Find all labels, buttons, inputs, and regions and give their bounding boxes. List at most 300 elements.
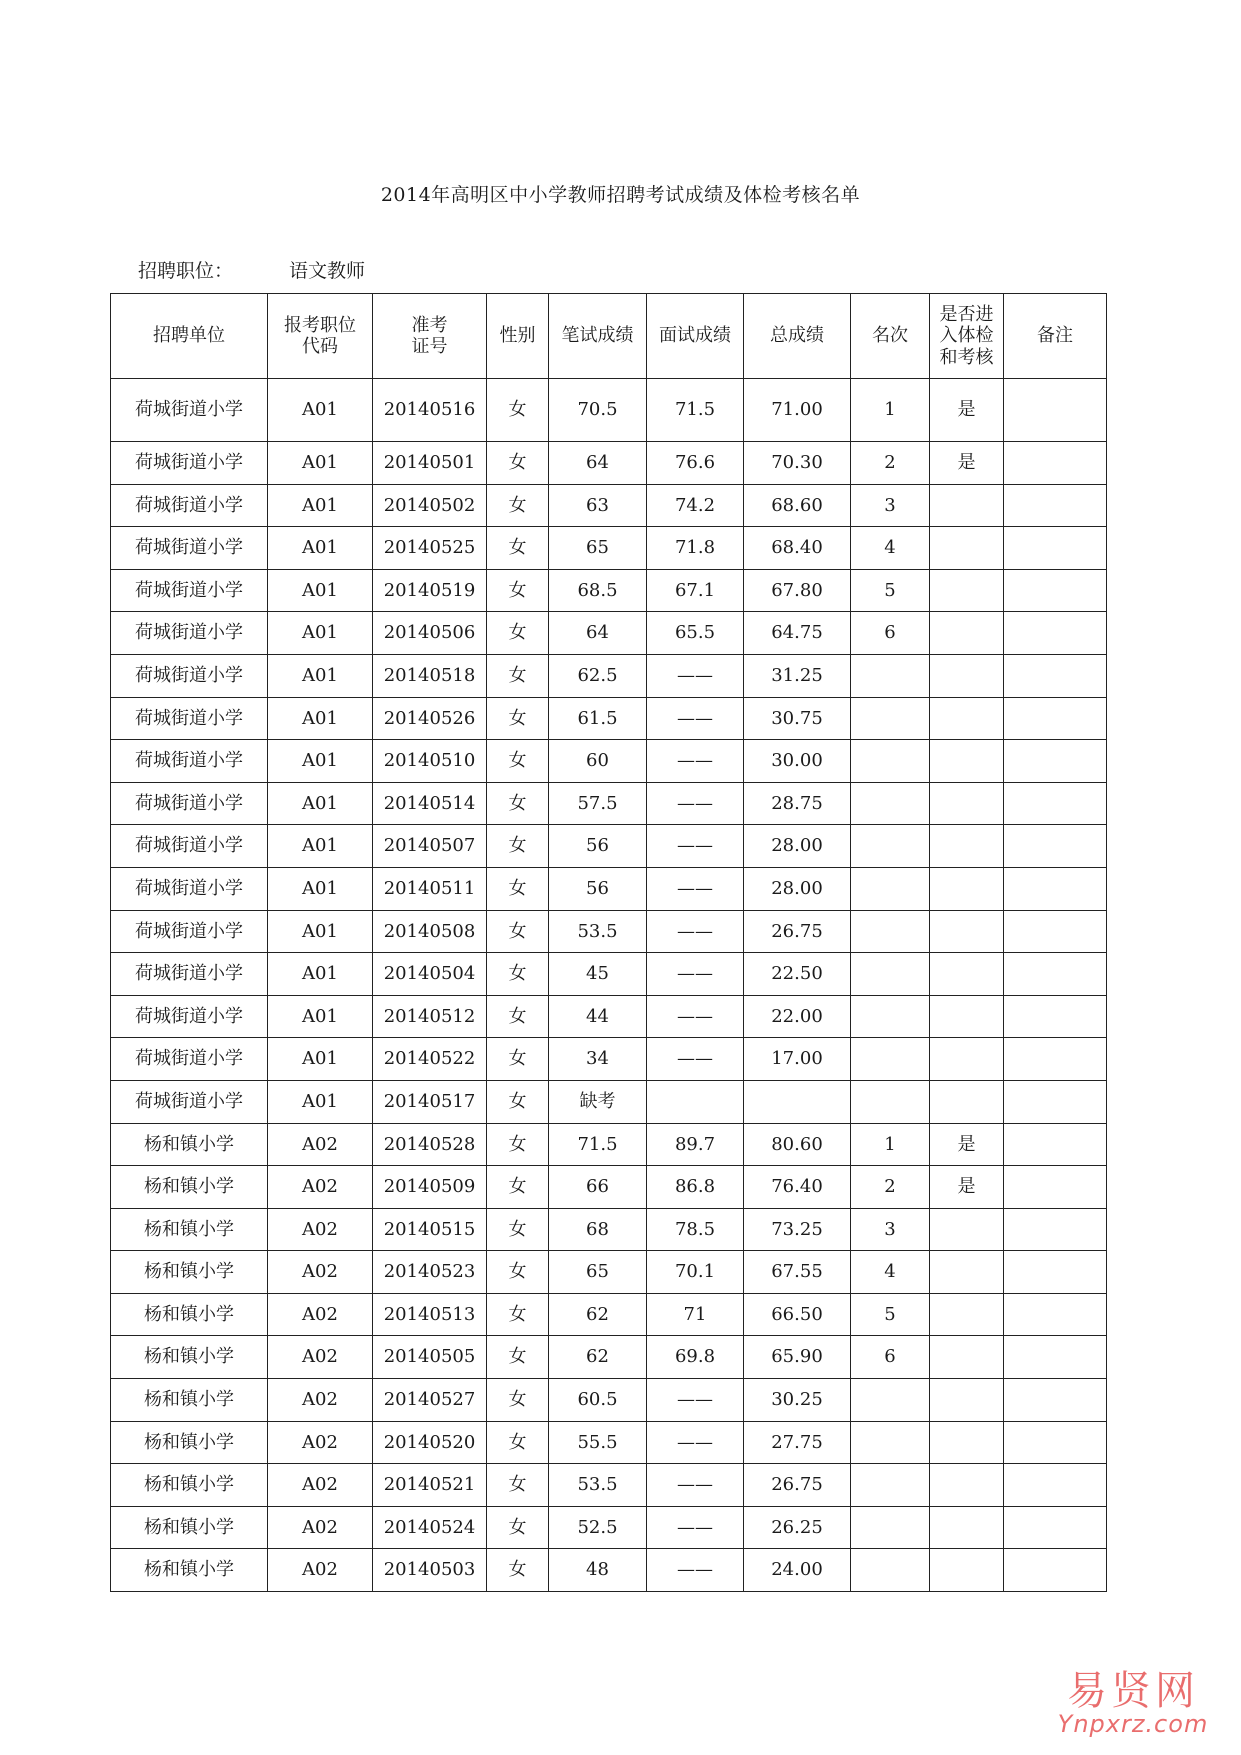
cell-position-code: A01	[268, 953, 373, 996]
cell-admission-number: 20140515	[373, 1208, 487, 1251]
header-interview-score: 面试成绩	[647, 294, 744, 379]
cell-interview-score: ——	[647, 654, 744, 697]
cell-gender: 女	[487, 1208, 549, 1251]
cell-written-score: 62.5	[549, 654, 647, 697]
cell-total-score: 26.75	[744, 1464, 851, 1507]
table-row	[111, 740, 1107, 783]
cell-interview-score: 67.1	[647, 569, 744, 612]
cell-gender: 女	[487, 1251, 549, 1294]
document-title: 2014年高明区中小学教师招聘考试成绩及体检考核名单	[380, 184, 861, 206]
cell-total-score: 28.00	[744, 825, 851, 868]
table-row	[111, 953, 1107, 996]
table-row	[111, 654, 1107, 697]
cell-enter-exam	[930, 527, 1004, 570]
cell-interview-score: ——	[647, 1464, 744, 1507]
cell-total-score: 31.25	[744, 654, 851, 697]
table-row	[111, 1421, 1107, 1464]
cell-written-score: 65	[549, 1251, 647, 1294]
cell-written-score: 56	[549, 867, 647, 910]
cell-total-score	[744, 1080, 851, 1123]
cell-interview-score: 71.8	[647, 527, 744, 570]
cell-enter-exam	[930, 867, 1004, 910]
table-row	[111, 1293, 1107, 1336]
cell-recruit-unit: 荷城街道小学	[111, 782, 268, 825]
cell-written-score: 48	[549, 1549, 647, 1592]
cell-admission-number: 20140528	[373, 1123, 487, 1166]
cell-total-score: 67.80	[744, 569, 851, 612]
table-row	[111, 995, 1107, 1038]
table-row	[111, 1208, 1107, 1251]
cell-remarks	[1004, 527, 1107, 570]
cell-recruit-unit: 荷城街道小学	[111, 612, 268, 655]
cell-admission-number: 20140501	[373, 442, 487, 485]
cell-remarks	[1004, 995, 1107, 1038]
cell-rank	[851, 740, 930, 783]
cell-gender: 女	[487, 484, 549, 527]
cell-rank	[851, 1506, 930, 1549]
cell-interview-score: 78.5	[647, 1208, 744, 1251]
cell-written-score: 68	[549, 1208, 647, 1251]
cell-recruit-unit: 杨和镇小学	[111, 1336, 268, 1379]
cell-recruit-unit: 荷城街道小学	[111, 379, 268, 442]
cell-position-code: A01	[268, 910, 373, 953]
cell-enter-exam	[930, 1038, 1004, 1081]
cell-admission-number: 20140514	[373, 782, 487, 825]
cell-rank	[851, 1549, 930, 1592]
table-row	[111, 442, 1107, 485]
table-row	[111, 484, 1107, 527]
cell-rank	[851, 1080, 930, 1123]
cell-enter-exam	[930, 569, 1004, 612]
cell-gender: 女	[487, 740, 549, 783]
cell-total-score: 71.00	[744, 379, 851, 442]
header-enter-exam-line3: 和考核	[939, 346, 994, 368]
cell-rank: 6	[851, 612, 930, 655]
cell-admission-number: 20140504	[373, 953, 487, 996]
cell-position-code: A02	[268, 1293, 373, 1336]
cell-admission-number: 20140502	[373, 484, 487, 527]
cell-written-score: 64	[549, 612, 647, 655]
cell-gender: 女	[487, 654, 549, 697]
cell-rank	[851, 910, 930, 953]
cell-remarks	[1004, 1506, 1107, 1549]
cell-interview-score: 76.6	[647, 442, 744, 485]
table-row	[111, 867, 1107, 910]
cell-position-code: A01	[268, 484, 373, 527]
cell-position-code: A01	[268, 654, 373, 697]
cell-rank	[851, 867, 930, 910]
watermark-cn: 易贤网	[1067, 1667, 1199, 1714]
cell-remarks	[1004, 1080, 1107, 1123]
cell-recruit-unit: 杨和镇小学	[111, 1293, 268, 1336]
cell-enter-exam	[930, 825, 1004, 868]
cell-gender: 女	[487, 1123, 549, 1166]
cell-total-score: 30.25	[744, 1379, 851, 1422]
cell-recruit-unit: 荷城街道小学	[111, 569, 268, 612]
table-row	[111, 1080, 1107, 1123]
cell-total-score: 22.00	[744, 995, 851, 1038]
cell-written-score: 57.5	[549, 782, 647, 825]
cell-recruit-unit: 杨和镇小学	[111, 1379, 268, 1422]
cell-rank: 5	[851, 569, 930, 612]
cell-enter-exam	[930, 1421, 1004, 1464]
table-header-row	[111, 294, 1107, 379]
header-remarks: 备注	[1004, 294, 1107, 379]
cell-recruit-unit: 杨和镇小学	[111, 1166, 268, 1209]
cell-recruit-unit: 荷城街道小学	[111, 484, 268, 527]
cell-admission-number: 20140512	[373, 995, 487, 1038]
cell-position-code: A02	[268, 1379, 373, 1422]
cell-rank: 2	[851, 442, 930, 485]
header-gender: 性别	[487, 294, 549, 379]
cell-written-score: 61.5	[549, 697, 647, 740]
site-watermark-logo	[1053, 1667, 1213, 1738]
cell-position-code: A01	[268, 569, 373, 612]
cell-recruit-unit: 荷城街道小学	[111, 1038, 268, 1081]
header-enter-exam-line1: 是否进	[939, 304, 994, 326]
cell-admission-number: 20140524	[373, 1506, 487, 1549]
cell-enter-exam	[930, 654, 1004, 697]
cell-remarks	[1004, 1421, 1107, 1464]
cell-enter-exam	[930, 995, 1004, 1038]
cell-gender: 女	[487, 1549, 549, 1592]
cell-enter-exam	[930, 1251, 1004, 1294]
cell-admission-number: 20140507	[373, 825, 487, 868]
cell-enter-exam	[930, 1506, 1004, 1549]
score-table-body	[111, 379, 1107, 1592]
cell-written-score: 53.5	[549, 1464, 647, 1507]
header-admission-number-line2: 证号	[411, 336, 448, 357]
cell-position-code: A02	[268, 1464, 373, 1507]
cell-rank: 4	[851, 1251, 930, 1294]
cell-written-score: 56	[549, 825, 647, 868]
cell-gender: 女	[487, 1038, 549, 1081]
cell-remarks	[1004, 1208, 1107, 1251]
header-recruit-unit: 招聘单位	[111, 294, 268, 379]
table-row	[111, 1123, 1107, 1166]
cell-interview-score: ——	[647, 1506, 744, 1549]
cell-enter-exam	[930, 697, 1004, 740]
table-row	[111, 1038, 1107, 1081]
cell-recruit-unit: 荷城街道小学	[111, 654, 268, 697]
cell-remarks	[1004, 1336, 1107, 1379]
cell-admission-number: 20140527	[373, 1379, 487, 1422]
cell-remarks	[1004, 1166, 1107, 1209]
cell-rank	[851, 697, 930, 740]
cell-gender: 女	[487, 442, 549, 485]
cell-total-score: 67.55	[744, 1251, 851, 1294]
cell-admission-number: 20140509	[373, 1166, 487, 1209]
cell-written-score: 34	[549, 1038, 647, 1081]
cell-remarks	[1004, 1251, 1107, 1294]
cell-enter-exam	[930, 782, 1004, 825]
cell-interview-score: ——	[647, 867, 744, 910]
cell-rank	[851, 654, 930, 697]
cell-enter-exam	[930, 1208, 1004, 1251]
cell-total-score: 68.40	[744, 527, 851, 570]
cell-written-score: 52.5	[549, 1506, 647, 1549]
cell-written-score: 71.5	[549, 1123, 647, 1166]
cell-position-code: A01	[268, 740, 373, 783]
cell-admission-number: 20140506	[373, 612, 487, 655]
cell-rank	[851, 1464, 930, 1507]
cell-enter-exam	[930, 1080, 1004, 1123]
header-written-score: 笔试成绩	[549, 294, 647, 379]
cell-admission-number: 20140518	[373, 654, 487, 697]
cell-written-score: 63	[549, 484, 647, 527]
cell-remarks	[1004, 1038, 1107, 1081]
cell-recruit-unit: 荷城街道小学	[111, 527, 268, 570]
table-row	[111, 379, 1107, 442]
cell-enter-exam	[930, 1293, 1004, 1336]
cell-admission-number: 20140526	[373, 697, 487, 740]
cell-position-code: A01	[268, 697, 373, 740]
cell-recruit-unit: 杨和镇小学	[111, 1506, 268, 1549]
cell-admission-number: 20140523	[373, 1251, 487, 1294]
cell-rank	[851, 1038, 930, 1081]
cell-enter-exam	[930, 1549, 1004, 1592]
cell-enter-exam	[930, 1336, 1004, 1379]
cell-written-score: 66	[549, 1166, 647, 1209]
cell-interview-score: ——	[647, 1549, 744, 1592]
cell-interview-score: ——	[647, 995, 744, 1038]
cell-interview-score: 71.5	[647, 379, 744, 442]
table-row	[111, 910, 1107, 953]
cell-rank: 1	[851, 379, 930, 442]
cell-admission-number: 20140513	[373, 1293, 487, 1336]
cell-interview-score: 74.2	[647, 484, 744, 527]
cell-remarks	[1004, 379, 1107, 442]
cell-total-score: 27.75	[744, 1421, 851, 1464]
header-enter-exam-line2: 入体检	[939, 325, 994, 347]
cell-enter-exam	[930, 953, 1004, 996]
cell-enter-exam	[930, 484, 1004, 527]
cell-recruit-unit: 荷城街道小学	[111, 697, 268, 740]
cell-written-score: 44	[549, 995, 647, 1038]
cell-position-code: A02	[268, 1123, 373, 1166]
cell-position-code: A02	[268, 1251, 373, 1294]
cell-position-code: A01	[268, 612, 373, 655]
cell-position-code: A01	[268, 995, 373, 1038]
cell-admission-number: 20140510	[373, 740, 487, 783]
cell-enter-exam: 是	[930, 1123, 1004, 1166]
cell-recruit-unit: 杨和镇小学	[111, 1549, 268, 1592]
cell-remarks	[1004, 612, 1107, 655]
cell-gender: 女	[487, 953, 549, 996]
cell-rank: 5	[851, 1293, 930, 1336]
header-rank: 名次	[851, 294, 930, 379]
cell-interview-score: ——	[647, 1379, 744, 1422]
cell-remarks	[1004, 1123, 1107, 1166]
cell-total-score: 65.90	[744, 1336, 851, 1379]
cell-gender: 女	[487, 1464, 549, 1507]
cell-position-code: A02	[268, 1208, 373, 1251]
cell-enter-exam: 是	[930, 379, 1004, 442]
cell-interview-score: 71	[647, 1293, 744, 1336]
cell-total-score: 76.40	[744, 1166, 851, 1209]
cell-gender: 女	[487, 782, 549, 825]
cell-total-score: 26.25	[744, 1506, 851, 1549]
cell-rank	[851, 825, 930, 868]
header-admission-number	[373, 294, 487, 379]
cell-position-code: A02	[268, 1421, 373, 1464]
cell-remarks	[1004, 953, 1107, 996]
cell-total-score: 80.60	[744, 1123, 851, 1166]
cell-interview-score: 89.7	[647, 1123, 744, 1166]
cell-position-code: A01	[268, 527, 373, 570]
cell-admission-number: 20140521	[373, 1464, 487, 1507]
header-total-score: 总成绩	[744, 294, 851, 379]
table-row	[111, 697, 1107, 740]
cell-total-score: 26.75	[744, 910, 851, 953]
table-row	[111, 527, 1107, 570]
cell-interview-score: ——	[647, 825, 744, 868]
cell-written-score: 60	[549, 740, 647, 783]
cell-enter-exam: 是	[930, 1166, 1004, 1209]
cell-position-code: A02	[268, 1166, 373, 1209]
cell-enter-exam	[930, 1379, 1004, 1422]
cell-total-score: 22.50	[744, 953, 851, 996]
cell-admission-number: 20140520	[373, 1421, 487, 1464]
cell-interview-score: ——	[647, 1421, 744, 1464]
cell-rank	[851, 1379, 930, 1422]
cell-gender: 女	[487, 612, 549, 655]
cell-interview-score: ——	[647, 953, 744, 996]
cell-remarks	[1004, 1464, 1107, 1507]
cell-written-score: 缺考	[549, 1080, 647, 1123]
cell-rank: 1	[851, 1123, 930, 1166]
cell-admission-number: 20140503	[373, 1549, 487, 1592]
cell-remarks	[1004, 867, 1107, 910]
cell-remarks	[1004, 910, 1107, 953]
cell-interview-score: 70.1	[647, 1251, 744, 1294]
cell-position-code: A01	[268, 782, 373, 825]
cell-rank	[851, 995, 930, 1038]
cell-total-score: 64.75	[744, 612, 851, 655]
cell-total-score: 73.25	[744, 1208, 851, 1251]
cell-rank	[851, 953, 930, 996]
cell-enter-exam	[930, 740, 1004, 783]
cell-gender: 女	[487, 1166, 549, 1209]
cell-remarks	[1004, 782, 1107, 825]
cell-rank: 2	[851, 1166, 930, 1209]
cell-enter-exam	[930, 1464, 1004, 1507]
cell-recruit-unit: 杨和镇小学	[111, 1208, 268, 1251]
cell-position-code: A01	[268, 379, 373, 442]
cell-remarks	[1004, 1293, 1107, 1336]
cell-enter-exam: 是	[930, 442, 1004, 485]
cell-total-score: 24.00	[744, 1549, 851, 1592]
cell-admission-number: 20140517	[373, 1080, 487, 1123]
cell-interview-score: 69.8	[647, 1336, 744, 1379]
cell-admission-number: 20140511	[373, 867, 487, 910]
header-position-code	[268, 294, 373, 379]
table-row	[111, 569, 1107, 612]
cell-written-score: 64	[549, 442, 647, 485]
cell-total-score: 66.50	[744, 1293, 851, 1336]
cell-position-code: A02	[268, 1336, 373, 1379]
cell-interview-score	[647, 1080, 744, 1123]
cell-remarks	[1004, 442, 1107, 485]
cell-rank	[851, 782, 930, 825]
table-row	[111, 1166, 1107, 1209]
cell-gender: 女	[487, 910, 549, 953]
cell-position-code: A02	[268, 1506, 373, 1549]
cell-admission-number: 20140516	[373, 379, 487, 442]
cell-written-score: 45	[549, 953, 647, 996]
cell-gender: 女	[487, 1336, 549, 1379]
cell-admission-number: 20140508	[373, 910, 487, 953]
cell-interview-score: 86.8	[647, 1166, 744, 1209]
cell-total-score: 30.75	[744, 697, 851, 740]
cell-interview-score: 65.5	[647, 612, 744, 655]
cell-recruit-unit: 杨和镇小学	[111, 1251, 268, 1294]
cell-gender: 女	[487, 569, 549, 612]
cell-gender: 女	[487, 1293, 549, 1336]
cell-position-code: A01	[268, 825, 373, 868]
cell-written-score: 55.5	[549, 1421, 647, 1464]
table-row	[111, 1506, 1107, 1549]
cell-written-score: 53.5	[549, 910, 647, 953]
cell-gender: 女	[487, 867, 549, 910]
table-row	[111, 782, 1107, 825]
cell-written-score: 62	[549, 1293, 647, 1336]
cell-recruit-unit: 杨和镇小学	[111, 1464, 268, 1507]
cell-gender: 女	[487, 1421, 549, 1464]
header-position-code-line2: 代码	[302, 336, 338, 357]
cell-enter-exam	[930, 910, 1004, 953]
cell-total-score: 28.75	[744, 782, 851, 825]
cell-gender: 女	[487, 995, 549, 1038]
cell-recruit-unit: 荷城街道小学	[111, 1080, 268, 1123]
cell-recruit-unit: 杨和镇小学	[111, 1123, 268, 1166]
cell-gender: 女	[487, 825, 549, 868]
header-enter-exam	[930, 294, 1004, 379]
cell-gender: 女	[487, 1080, 549, 1123]
cell-total-score: 17.00	[744, 1038, 851, 1081]
cell-position-code: A02	[268, 1549, 373, 1592]
cell-interview-score: ——	[647, 910, 744, 953]
score-table	[110, 293, 1107, 1592]
cell-total-score: 70.30	[744, 442, 851, 485]
cell-written-score: 70.5	[549, 379, 647, 442]
cell-remarks	[1004, 654, 1107, 697]
cell-total-score: 28.00	[744, 867, 851, 910]
cell-gender: 女	[487, 1506, 549, 1549]
table-row	[111, 1336, 1107, 1379]
cell-remarks	[1004, 569, 1107, 612]
recruit-position-label: 招聘职位：	[138, 260, 234, 282]
recruit-position-line	[138, 256, 365, 283]
cell-gender: 女	[487, 379, 549, 442]
cell-remarks	[1004, 1549, 1107, 1592]
cell-gender: 女	[487, 697, 549, 740]
cell-admission-number: 20140505	[373, 1336, 487, 1379]
cell-recruit-unit: 荷城街道小学	[111, 740, 268, 783]
cell-recruit-unit: 荷城街道小学	[111, 995, 268, 1038]
cell-admission-number: 20140519	[373, 569, 487, 612]
cell-total-score: 30.00	[744, 740, 851, 783]
watermark-en: Ynpxrz.com	[1057, 1709, 1209, 1738]
cell-written-score: 65	[549, 527, 647, 570]
cell-rank: 3	[851, 484, 930, 527]
cell-gender: 女	[487, 527, 549, 570]
table-row	[111, 1251, 1107, 1294]
table-row	[111, 1549, 1107, 1592]
cell-recruit-unit: 荷城街道小学	[111, 910, 268, 953]
cell-admission-number: 20140522	[373, 1038, 487, 1081]
cell-remarks	[1004, 825, 1107, 868]
